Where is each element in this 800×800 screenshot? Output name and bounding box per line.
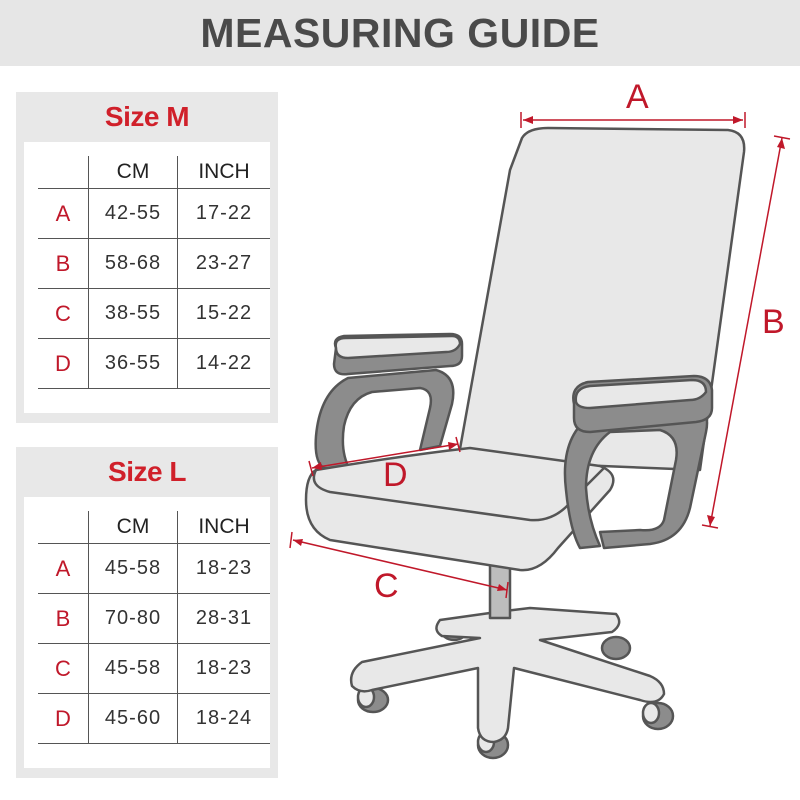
cm-value: 45-60 (89, 694, 178, 744)
chair-base (351, 608, 664, 742)
row-label: D (38, 339, 89, 389)
size-m-title: Size M (104, 101, 190, 132)
column-header-label (38, 511, 89, 544)
inch-value: 15-22 (178, 289, 271, 339)
column-header-cm: CM (89, 156, 178, 189)
dimension-a-label: A (626, 78, 649, 116)
inch-value: 23-27 (178, 239, 271, 289)
cm-value: 70-80 (89, 594, 178, 644)
size-m-panel (16, 92, 278, 423)
table-row (38, 694, 270, 744)
table-row (38, 239, 270, 289)
row-label: B (38, 239, 89, 289)
table-row (38, 544, 270, 594)
size-m-card (24, 142, 270, 413)
row-label: C (38, 644, 89, 694)
cm-value: 45-58 (89, 644, 178, 694)
dimension-d-label: D (383, 456, 408, 494)
inch-value: 18-23 (178, 644, 271, 694)
column-header-inch: INCH (178, 511, 271, 544)
row-label: A (38, 189, 89, 239)
size-m-table (38, 156, 270, 389)
inch-value: 18-23 (178, 544, 271, 594)
table-row (38, 189, 270, 239)
table-row (38, 289, 270, 339)
inch-value: 17-22 (178, 189, 271, 239)
size-l-title: Size L (108, 456, 186, 487)
inch-value: 14-22 (178, 339, 271, 389)
cm-value: 36-55 (89, 339, 178, 389)
inch-value: 18-24 (178, 694, 271, 744)
size-l-panel (16, 447, 278, 778)
table-header-row (38, 156, 270, 189)
page-header (0, 0, 800, 66)
cm-value: 38-55 (89, 289, 178, 339)
office-chair-diagram (280, 70, 800, 790)
table-row (38, 644, 270, 694)
column-header-cm: CM (89, 511, 178, 544)
row-label: A (38, 544, 89, 594)
inch-value: 28-31 (178, 594, 271, 644)
table-header-row (38, 511, 270, 544)
table-row (38, 594, 270, 644)
dimension-b-label: B (762, 303, 785, 341)
table-row (38, 339, 270, 389)
row-label: B (38, 594, 89, 644)
cm-value: 42-55 (89, 189, 178, 239)
size-l-table (38, 511, 270, 744)
row-label: C (38, 289, 89, 339)
column-header-label (38, 156, 89, 189)
page-title: MEASURING GUIDE (200, 9, 600, 56)
dimension-c-label: C (374, 567, 399, 605)
size-l-card (24, 497, 270, 768)
column-header-inch: INCH (178, 156, 271, 189)
cm-value: 45-58 (89, 544, 178, 594)
cm-value: 58-68 (89, 239, 178, 289)
row-label: D (38, 694, 89, 744)
